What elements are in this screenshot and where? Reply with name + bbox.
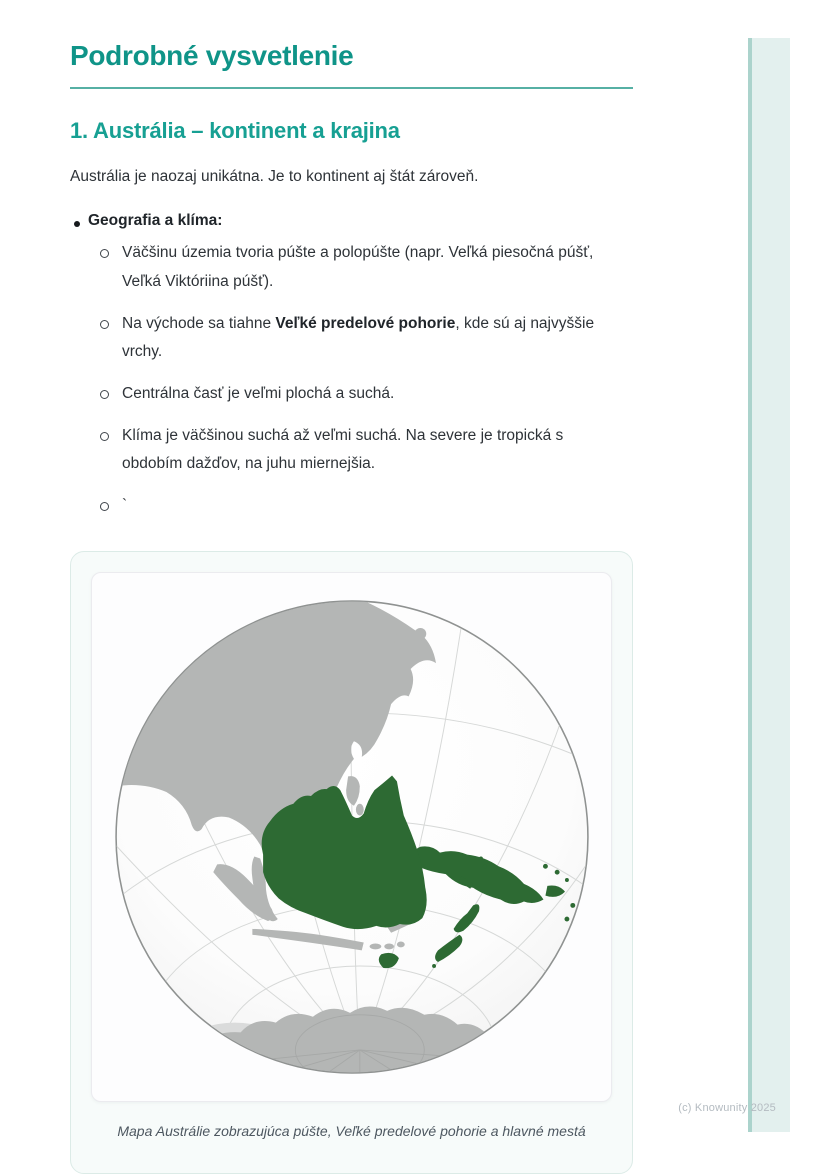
- document-content: [70, 40, 633, 1174]
- list-item: `: [122, 492, 622, 521]
- limb-shading: [116, 601, 587, 1072]
- topic-list: [70, 212, 633, 520]
- list-item: Väčšinu územia tvoria púšte a polopúšte (napr. Veľká piesočná púšť, Veľká Viktóriina púšť).: [122, 239, 622, 296]
- topic-label: Geografia a klíma:: [88, 212, 223, 230]
- section-heading: 1. Austrália – kontinent a krajina: [70, 118, 400, 144]
- bold-term: Veľké predelové pohorie: [275, 314, 456, 332]
- map-image-panel: [91, 572, 612, 1102]
- title-divider: [70, 87, 633, 89]
- map-card: [70, 551, 633, 1174]
- topic-list-item: [88, 212, 633, 520]
- list-item: Klíma je väčšinou suchá až veľmi suchá. Na severe je tropická s obdobím dažďov, na juhu miernejšia.: [122, 422, 622, 479]
- side-accent-stripe: [748, 38, 790, 1132]
- list-item: Na východe sa tiahne Veľké predelové pohorie, kde sú aj najvyššie vrchy.: [122, 310, 622, 367]
- footer-credit: (c) Knowunity 2025: [678, 1102, 776, 1114]
- intro-paragraph: Austrália je naozaj unikátna. Je to kontinent aj štát zároveň.: [70, 168, 479, 186]
- list-item: Centrálna časť je veľmi plochá a suchá.: [122, 380, 622, 409]
- australia-globe-map: [98, 583, 606, 1091]
- detail-list: [88, 239, 633, 520]
- map-caption: Mapa Austrálie zobrazujúca púšte, Veľké predelové pohorie a hlavné mestá: [117, 1122, 586, 1139]
- page-title: Podrobné vysvetlenie: [70, 40, 354, 71]
